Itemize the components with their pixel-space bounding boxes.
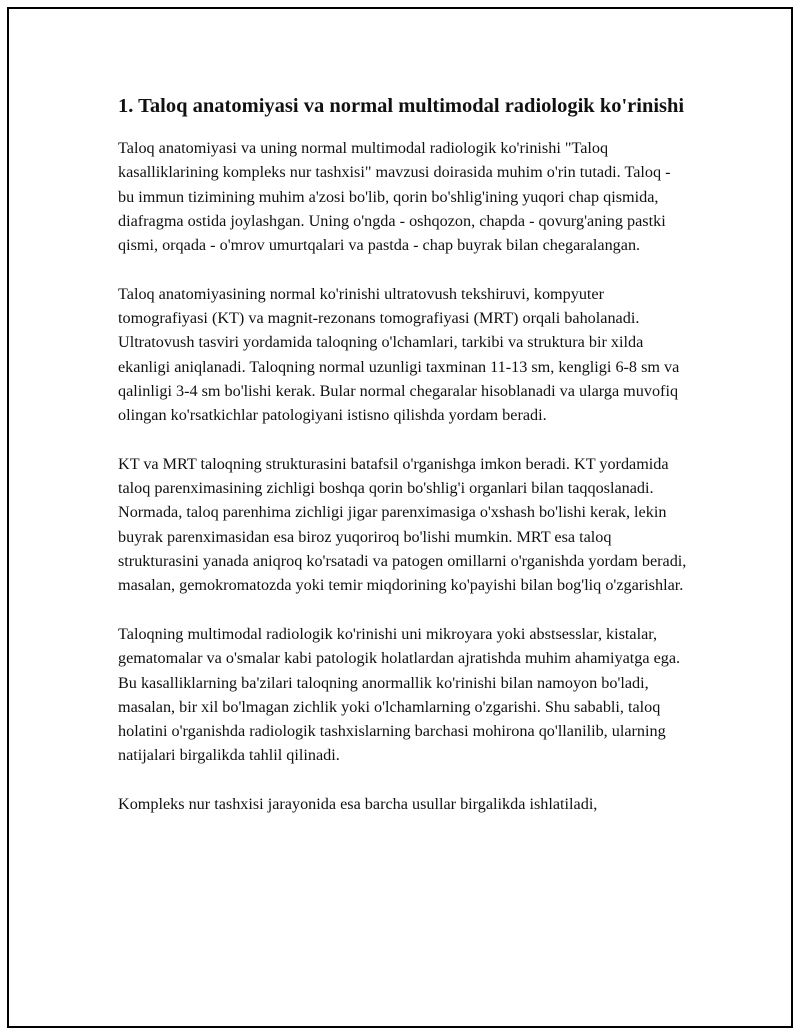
paragraph-complex-diagnosis: Kompleks nur tashxisi jarayonida esa barcha usullar birgalikda ishlatiladi, [118,795,598,814]
document-body [118,93,688,841]
paragraph-anatomy-intro: Taloq anatomiyasi va uning normal multimodal radiologik ko'rinishi "Taloq kasalliklarining kompleks nur tashxisi" mavzusi doirasida muhim o'rin tutadi. Taloq - bu immun tizimining muhim a'zosi bo'lib, qorin bo'shlig'ining yuqori chap qismida, diafragma ostida joylashgan. Uning o'ngda - oshqozon, chapda - qovurg'aning pastki qismi, orqada - o'mrov umurtqalari va pastda - chap buyrak bilan chegaralangan. [118,139,671,255]
section-heading: 1. Taloq anatomiyasi va normal multimodal radiologik ko'rinishi [118,95,685,117]
paragraph-ct-mri: KT va MRT taloqning strukturasini batafsil o'rganishga imkon beradi. KT yordamida taloq parenximasining zichligi boshqa qorin bo'shlig'i organlari bilan taqqoslanadi. Normada, taloq parenhima zichligi jigar parenximasiga o'xshash bo'lishi kerak, lekin buyrak parenximasidan esa biroz yuqoriroq bo'lishi mumkin. MRT esa taloq strukturasini yanada aniqroq ko'rsatadi va patogen omillarni o'rganishda yordam beradi, masalan, gemokromatozda yoki temir miqdorining ko'payishi bilan bog'liq o'zgarishlar. [118,454,687,595]
paragraph-pathology: Taloqning multimodal radiologik ko'rinishi uni mikroyara yoki abstsesslar, kistalar, gematomalar va o'smalar kabi patologik holatlardan ajratishda muhim ahamiyatga ega. Bu kasalliklarning ba'zilari taloqning anormallik ko'rinishi bilan namoyon bo'ladi, masalan, bir xil bo'lmagan zichlik yoki o'lchamlarning o'zgarishi. Shu sababli, taloq holatini o'rganishda radiologik tashxislarning barchasi mohirona qo'llanilib, ularning natijalari birgalikda tahlil qilinadi. [118,624,681,765]
paragraph-ultrasound: Taloq anatomiyasining normal ko'rinishi ultratovush tekshiruvi, kompyuter tomografiyasi (KT) va magnit-rezonans tomografiyasi (MRT) orqali baholanadi. Ultratovush tasviri yordamida taloqning o'lchamlari, tarkibi va struktura bir xilda ekanligi aniqlanadi. Taloqning normal uzunligi taxminan 11-13 sm, kengligi 6-8 sm va qalinligi 3-4 sm bo'lishi kerak. Bular normal chegaralar hisoblanadi va ularga muvofiq olingan ko'rsatkichlar patologiyani istisno qilishda yordam beradi. [118,284,680,425]
